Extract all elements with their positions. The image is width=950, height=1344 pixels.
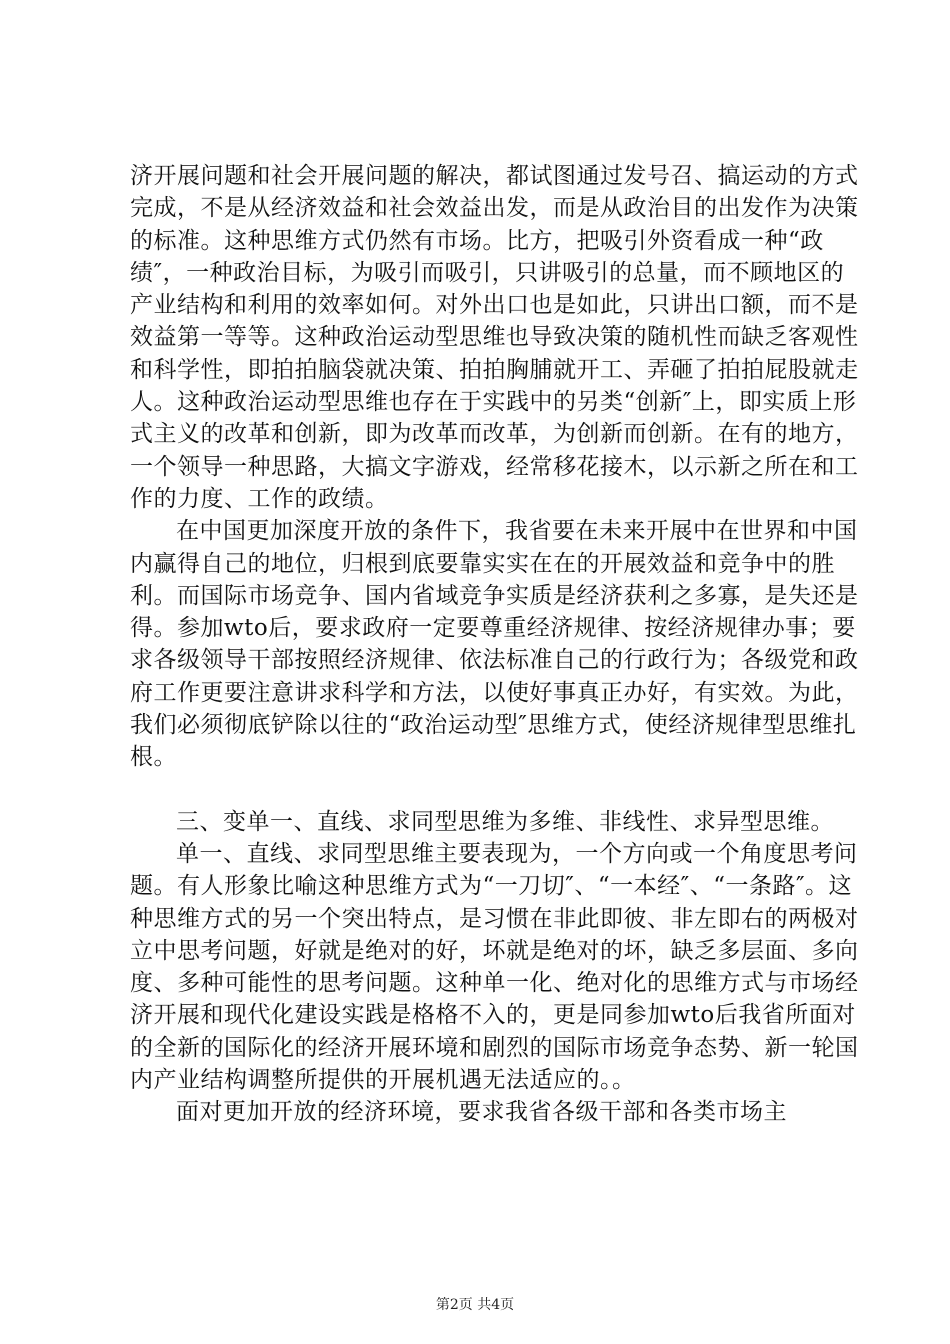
paragraph-economic-rules: 在中国更加深度开放的条件下，我省要在未来开展中在世界和中国内赢得自己的地位，归根到底要靠实实在在的开展效益和竞争中的胜利。而国际市场竞争、国内省域竞争实质是经济获利之多寡，是失还是得。参加wto后，要求政府一定要尊重经济规律、按经济规律办事；要求各级领导干部按照经济规律、依法标准自己的行政行为；各级党和政府工作更要注意讲求科学和方法，以使好事真正办好，有实效。为此，我们必须彻底铲除以往的“政治运动型″思维方式，使经济规律型思维扎根。 [130,518,859,771]
page-footer [0,1296,950,1314]
paragraph-open-economy: 面对更加开放的经济环境，要求我省各级干部和各类市场主 [176,1099,787,1126]
section-heading-three: 三、变单一、直线、求同型思维为多维、非线性、求异型思维。 [176,808,834,835]
paragraph-spacer [130,774,860,806]
paragraph-political-campaign-thinking: 济开展问题和社会开展问题的解决，都试图通过发号召、搞运动的方式完成，不是从经济效益和社会效益出发，而是从政治目的出发作为决策的标准。这种思维方式仍然有市场。比方，把吸引外资看成一种“政绩″，一种政治目标，为吸引而吸引，只讲吸引的总量，而不顾地区的产业结构和利用的效率如何。对外出口也是如此，只讲出口额，而不是效益第一等等。这种政治运动型思维也导致决策的随机性而缺乏客观性和科学性，即拍拍脑袋就决策、拍拍胸脯就开工、弄砸了拍拍屁股就走人。这种政治运动型思维也存在于实践中的另类“创新″上，即实质上形式主义的改革和创新，即为改革而改革，为创新而创新。在有的地方，一个领导一种思路，大搞文字游戏，经常移花接木，以示新之所在和工作的力度、工作的政绩。 [130,163,859,512]
paragraph-single-linear-thinking: 单一、直线、求同型思维主要表现为，一个方向或一个角度思考问题。有人形象比喻这种思维方式为“一刀切″、“一本经″、“一条路″。这种思维方式的另一个突出特点，是习惯在非此即彼、非左即右的两极对立中思考问题，好就是绝对的好，坏就是绝对的坏，缺乏多层面、多向度、多种可能性的思考问题。这种单一化、绝对化的思维方式与市场经济开展和现代化建设实践是格格不入的，更是同参加wto后我省所面对的全新的国际化的经济开展环境和剧烈的国际市场竞争态势、新一轮国内产业结构调整所提供的开展机遇无法适应的。。 [130,840,859,1094]
page-number-label: 第2页 共4页 [435,1297,515,1313]
document-body [130,160,860,1129]
